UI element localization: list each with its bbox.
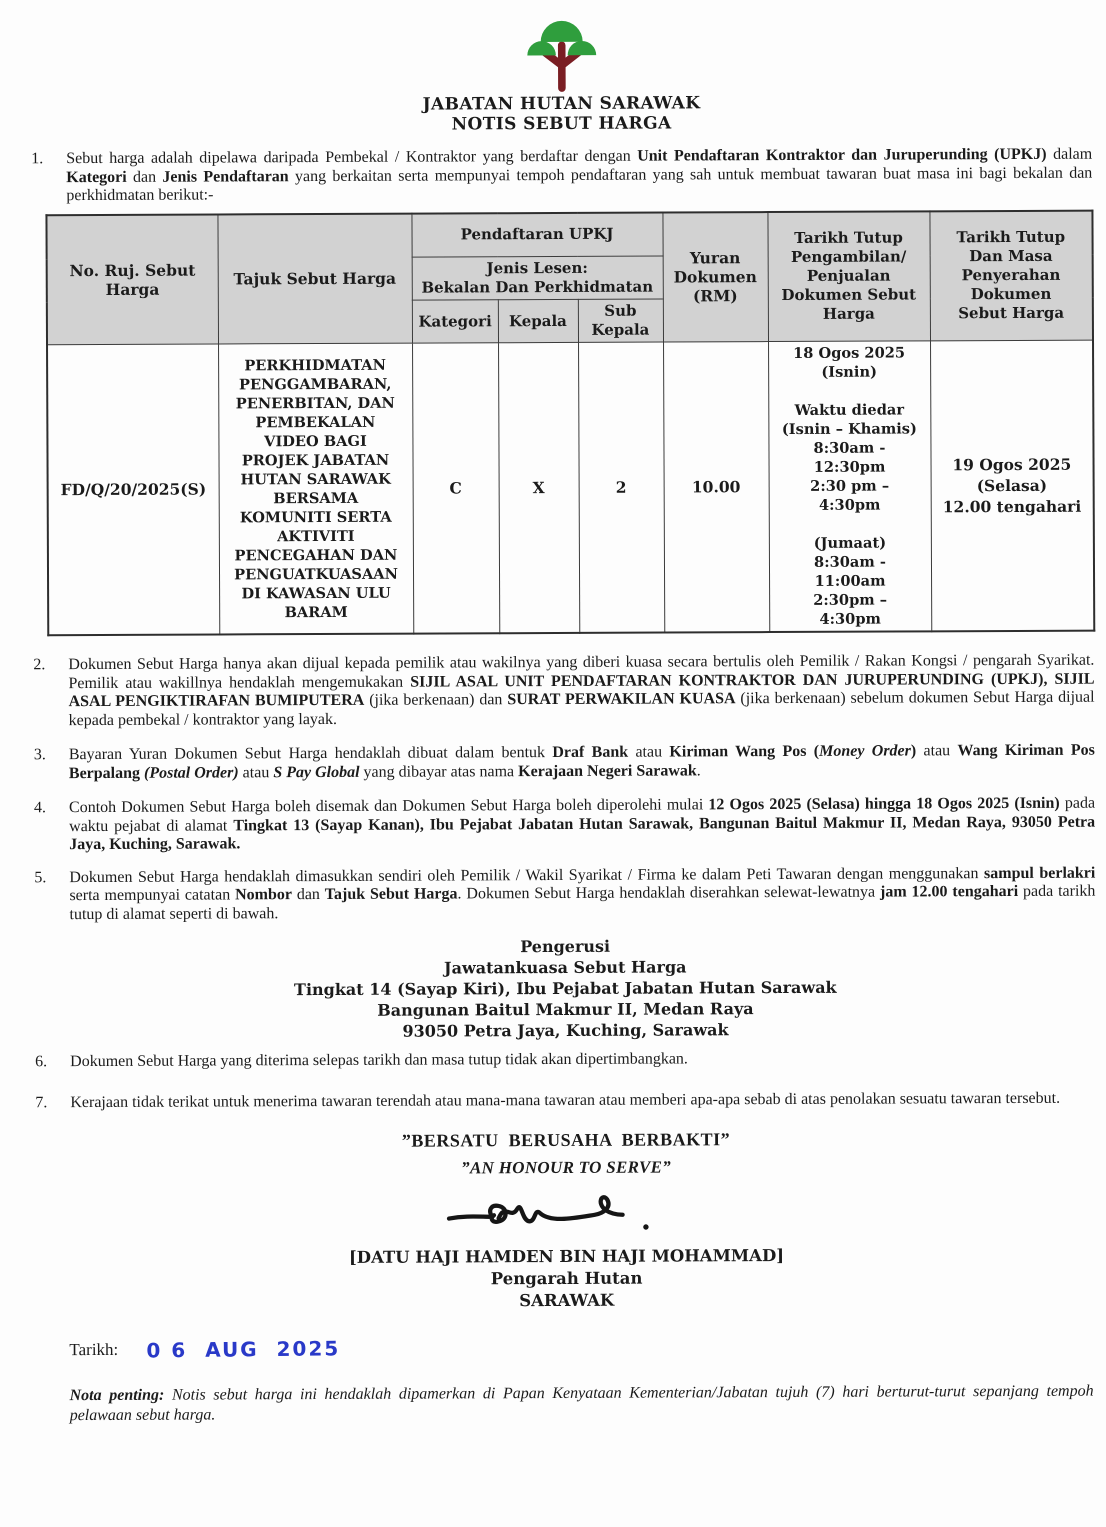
- organization-title: JABATAN HUTAN SARAWAK: [422, 93, 701, 115]
- header-jenis-lesen: Jenis Lesen: Bekalan Dan Perkhidmatan: [412, 256, 663, 300]
- important-note: [70, 1382, 1098, 1425]
- note-text: Notis sebut harga ini hendaklah dipamerkan di Papan Kenyataan Kementerian/Jabatan tujuh (7) hari berturut-turut sepanjang tempoh pelawaan sebut harga.: [69, 1382, 1094, 1424]
- header-sub-kepala: Sub Kepala: [578, 299, 663, 342]
- pengambilan-cell: 18 Ogos 2025 (Isnin) Waktu diedar (Isnin – Khamis) 8:30am - 12:30pm 2:30 pm – 4:30pm (Jumaat) 8:30am - 11:00am 2:30pm – 4:30pm: [768, 341, 931, 632]
- paragraph-7-text: Kerajaan tidak terikat untuk menerima tawaran terendah atau mana-mana tawaran atau memberi apa-apa sebab di atas penolakan sesuatu tawaran tersebut.: [70, 1089, 1061, 1111]
- page-title: NOTIS SEBUT HARGA: [451, 113, 672, 135]
- tender-table: [45, 209, 1095, 636]
- sub-kepala-cell: 2: [578, 342, 664, 633]
- tree-icon: [518, 10, 604, 94]
- motto-malay: ”BERSATU BERUSAHA BERBAKTI”: [401, 1129, 731, 1151]
- document-header: [31, 8, 1093, 137]
- signatory-name: [DATU HAJI HAMDEN BIN HAJI MOHAMMAD]: [348, 1245, 785, 1267]
- header-ref-no: No. Ruj. Sebut Harga: [46, 214, 218, 345]
- kategori-cell: C: [412, 343, 499, 634]
- paragraph-6: [35, 1049, 1096, 1072]
- header-tarikh-penyerahan: Tarikh Tutup Dan Masa Penyerahan Dokumen Sebut Harga: [929, 210, 1093, 341]
- handwritten-signature-icon: [416, 1183, 716, 1246]
- paragraph-4: [34, 795, 1095, 855]
- motto-english: ”AN HONOUR TO SERVE”: [461, 1157, 672, 1178]
- paragraph-1-number: 1.: [31, 150, 44, 168]
- signature: [36, 1182, 1097, 1249]
- signatory-block: [36, 1244, 1097, 1315]
- paragraph-5: [34, 864, 1095, 924]
- paragraph-1-text: Sebut harga adalah dipelawa daripada Pembekal / Kontraktor yang berdaftar dengan Unit Pendaftaran Kontraktor dan Juruperunding (UPKJ) dalam Kategori dan Jenis Pendaftaran yang berkaitan serta mempunyai tempoh pendaftaran yang sah untuk membuat tawaran buat masa ini bagi bekalan dan perkhidmatan berikut:-: [66, 145, 1093, 205]
- kepala-cell: X: [498, 342, 579, 633]
- paragraph-4-number: 4.: [33, 799, 47, 817]
- paragraph-5-text: Dokumen Sebut Harga hendaklah dimasukkan sendiri oleh Pemilik / Wakil Syarikat / Firma ke dalam Peti Tawaran dengan menggunakan sampul berlakri serta mempunyai catatan Nombor dan Tajuk Sebut Harga. Dokumen Sebut Harga hendaklah diserahkan selewat-lewatnya jam 12.00 tengahari pada tarikh tutup di alamat seperti di bawah.: [69, 864, 1096, 923]
- paragraph-7: [35, 1089, 1096, 1112]
- paragraph-3: [34, 742, 1095, 784]
- header-kepala: Kepala: [498, 299, 578, 342]
- header-tarikh-pengambilan: Tarikh Tutup Pengambilan/ Penjualan Dokumen Sebut Harga: [767, 211, 930, 342]
- signatory-org: SARAWAK: [519, 1290, 615, 1311]
- header-yuran: Yuran Dokumen (RM): [662, 212, 768, 342]
- paragraph-2-text: Dokumen Sebut Harga hanya akan dijual kepada pemilik atau wakilnya yang diberi kuasa secara bertulis oleh Pemilik / Rakan Kongsi / pengarah Syarikat. Pemilik atau wakillnya hendaklah mengemukakan SIJIL ASAL UNIT PENDAFTARAN KONTRAKTOR DAN JURUPERUNDING (UPKJ), SIJIL ASAL PENGIKTIRAFAN BUMIPUTERA (jika berkenaan) dan SURAT PERWAKILAN KUASA (jika berkenaan) sebelum dokumen Sebut Harga dijual kepada pembekal / kontraktor yang layak.: [68, 651, 1095, 729]
- date-row: [69, 1336, 1097, 1362]
- note-lead: Nota penting:: [69, 1386, 165, 1405]
- paragraph-3-number: 3.: [33, 746, 46, 764]
- header-kategori: Kategori: [412, 300, 498, 343]
- header-title: Tajuk Sebut Harga: [217, 213, 412, 344]
- tender-title-cell: PERKHIDMATAN PENGGAMBARAN, PENERBITAN, DAN PEMBEKALAN VIDEO BAGI PROJEK JABATAN HUTAN SARAWAK BERSAMA KOMUNITI SERTA AKTIVITI PENCEGAHAN DAN PENGUATKUASAAN DI KAWASAN ULU BARAM: [218, 343, 413, 634]
- forestry-tree-logo: [31, 8, 1092, 97]
- paragraph-2-number: 2.: [33, 656, 46, 674]
- paragraph-5-number: 5.: [34, 868, 47, 886]
- signatory-title: Pengarah Hutan: [490, 1268, 643, 1289]
- paragraph-4-text: Contoh Dokumen Sebut Harga boleh disemak dan Dokumen Sebut Harga boleh diperolehi mulai 12 Ogos 2025 (Selasa) hingga 18 Ogos 2025 (Isnin) pada waktu pejabat di alamat Tingkat 13 (Sayap Kanan), Ibu Pejabat Jabatan Hutan Sarawak, Bangunan Baitul Makmur II, Medan Raya, 93050 Petra Jaya, Kuching, Sarawak.: [68, 794, 1096, 854]
- paragraph-3-text: Bayaran Yuran Dokumen Sebut Harga hendaklah dibuat dalam bentuk Draf Bank atau Kiriman Wang Pos (Money Order) atau Wang Kiriman Pos Berpalang (Postal Order) atau S Pay Global yang dibayar atas nama Kerajaan Negeri Sarawak.: [68, 741, 1095, 782]
- committee-address-block: Pengerusi Jawatankuasa Sebut Harga Tingkat 14 (Sayap Kiri), Ibu Pejabat Jabatan Hutan Sarawak Bangunan Baitul Makmur II, Medan Raya 93050 Petra Jaya, Kuching, Sarawak: [293, 936, 837, 1041]
- paragraph-7-number: 7.: [35, 1093, 48, 1111]
- penyerahan-cell: 19 Ogos 2025 (Selasa) 12.00 tengahari: [930, 340, 1094, 631]
- tender-table-header: [46, 210, 1093, 345]
- yuran-cell: 10.00: [663, 342, 769, 633]
- tender-row: [47, 340, 1094, 635]
- paragraph-6-number: 6.: [35, 1053, 48, 1071]
- date-stamp: 0 6 AUG 2025: [146, 1336, 341, 1363]
- paragraph-6-text: Dokumen Sebut Harga yang diterima selepas tarikh dan masa tutup tidak akan dipertimbangkan.: [70, 1050, 688, 1071]
- header-upkj-group: Pendaftaran UPKJ: [411, 212, 662, 257]
- ref-no-cell: FD/Q/20/2025(S): [47, 344, 219, 635]
- paragraph-1: [31, 146, 1092, 206]
- date-label: Tarikh:: [69, 1339, 119, 1360]
- paragraph-2: [33, 652, 1094, 731]
